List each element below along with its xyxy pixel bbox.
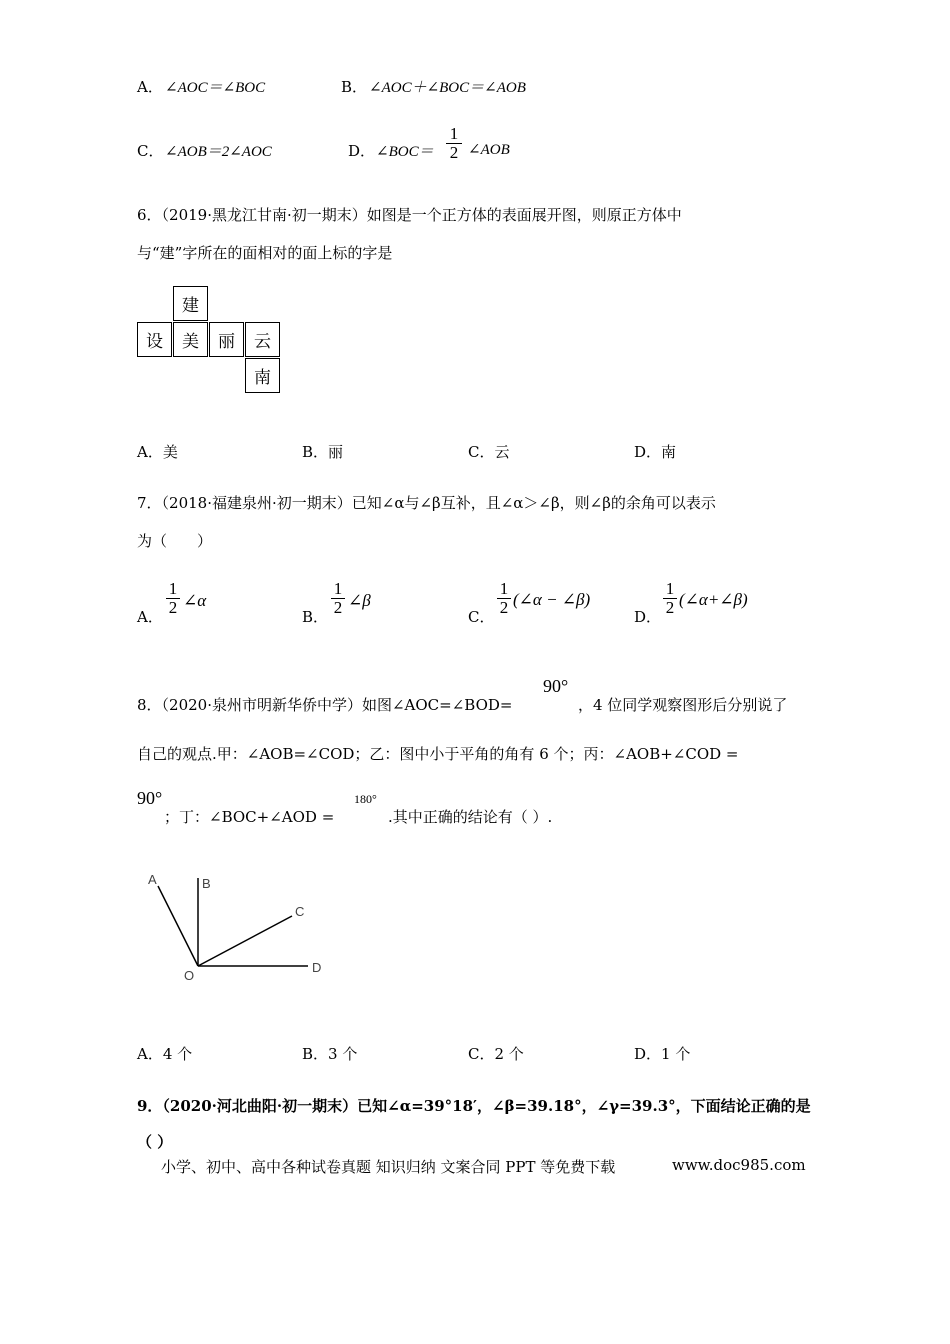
point-label-o: O — [184, 968, 195, 983]
q7-option-b-expr: ∠β — [348, 591, 371, 610]
q6-option-b: B．丽 — [302, 443, 344, 461]
q8-stem-line1b: ，4 位同学观察图形后分别说了 — [578, 696, 788, 714]
fraction-denominator: 2 — [663, 598, 677, 617]
q7-stem-line2: 为（ ） — [137, 532, 213, 550]
q8-deg180: 180° — [354, 792, 377, 806]
net-cell: 云 — [245, 322, 280, 357]
angle-figure — [140, 868, 340, 983]
fraction-numerator: 1 — [449, 124, 459, 143]
point-label-c: C — [295, 904, 305, 919]
q6-option-c: C．云 — [468, 443, 510, 461]
q8-line3-deg90: 90° — [137, 788, 163, 808]
ray-oc — [198, 916, 292, 966]
fraction-numerator: 1 — [665, 579, 675, 598]
q5-option-b-label: B． — [341, 78, 368, 96]
q6-option-d: D．南 — [634, 443, 677, 461]
q7-option-d-expr: (∠α+∠β) — [679, 590, 748, 609]
q6-stem-line2: 与“建”字所在的面相对的面上标的字是 — [137, 244, 393, 262]
footer-url[interactable]: www.doc985.com — [672, 1156, 806, 1174]
q7-option-d-label: D． — [634, 608, 662, 626]
q5-option-d-text1: ∠BOC＝ — [376, 144, 434, 160]
q8-deg90: 90° — [543, 676, 569, 696]
q7-option-b-fraction — [331, 580, 345, 617]
q5-option-a-text: ∠AOC＝∠BOC — [165, 80, 266, 96]
fraction-numerator: 1 — [333, 579, 343, 598]
point-label-a: A — [148, 872, 157, 887]
q9-stem-line1: 9．（2020·河北曲阳·初一期末）已知∠α=39°18′，∠β=39.18°，∠γ=39.3°，下面结论正确的是 — [137, 1097, 811, 1115]
q7-option-a-expr: ∠α — [183, 591, 207, 610]
point-label-b: B — [202, 876, 211, 891]
q5-option-a-label: A． — [137, 78, 163, 96]
net-cell: 建 — [173, 286, 208, 321]
q7-option-d-fraction — [663, 580, 677, 617]
net-cell: 丽 — [209, 322, 244, 357]
q6-stem-line1: 6．（2019·黑龙江甘南·初一期末）如图是一个正方体的表面展开图，则原正方体中 — [137, 206, 682, 224]
q5-option-d-label: D． — [348, 142, 376, 160]
net-cell: 设 — [137, 322, 172, 357]
ray-oa — [158, 886, 198, 966]
q8-stem-line3b: .其中正确的结论有（ ）. — [388, 808, 553, 826]
q8-option-c: C．2 个 — [468, 1045, 524, 1063]
fraction-numerator: 1 — [499, 579, 509, 598]
q8-stem-line1a: 8．（2020·泉州市明新华侨中学）如图∠AOC=∠BOD= — [137, 696, 513, 714]
q5-option-b-text: ∠AOC＋∠BOC＝∠AOB — [369, 80, 526, 96]
fraction-numerator: 1 — [168, 579, 178, 598]
fraction-denominator: 2 — [331, 598, 345, 617]
fraction-denominator: 2 — [166, 598, 180, 617]
q5-option-c-label: C． — [137, 142, 164, 160]
q5-option-c-text: ∠AOB＝2∠AOC — [165, 144, 272, 160]
q7-option-c-fraction — [497, 580, 511, 617]
q8-stem-line3a: ；丁：∠BOC+∠AOD = — [164, 808, 335, 826]
q7-stem-line1: 7．（2018·福建泉州·初一期末）已知∠α与∠β互补，且∠α＞∠β，则∠β的余角可以表示 — [137, 494, 716, 512]
net-cell: 美 — [173, 322, 208, 357]
q6-option-a: A．美 — [137, 443, 178, 461]
q8-stem-line2: 自己的观点.甲：∠AOB=∠COD；乙：图中小于平角的角有 6 个；丙：∠AOB+∠COD = — [137, 745, 739, 763]
point-label-d: D — [312, 960, 322, 975]
q9-stem-line2: （ ） — [137, 1133, 173, 1151]
q7-option-a-fraction — [166, 580, 180, 617]
q7-option-c-label: C． — [468, 608, 495, 626]
fraction-denominator: 2 — [497, 598, 511, 617]
q8-option-a: A．4 个 — [137, 1045, 193, 1063]
q7-option-c-expr: (∠α − ∠β) — [513, 590, 591, 609]
footer-text: 小学、初中、高中各种试卷真题 知识归纳 文案合同 PPT 等免费下载 — [161, 1158, 616, 1176]
q7-option-a-label: A． — [137, 608, 163, 626]
q8-option-d: D．1 个 — [634, 1045, 691, 1063]
q8-option-b: B．3 个 — [302, 1045, 358, 1063]
q5-option-d-text2: ∠AOB — [468, 142, 510, 158]
fraction-denominator: 2 — [446, 143, 462, 162]
q5-option-d-fraction — [446, 125, 462, 162]
q7-option-b-label: B． — [302, 608, 329, 626]
net-cell: 南 — [245, 358, 280, 393]
